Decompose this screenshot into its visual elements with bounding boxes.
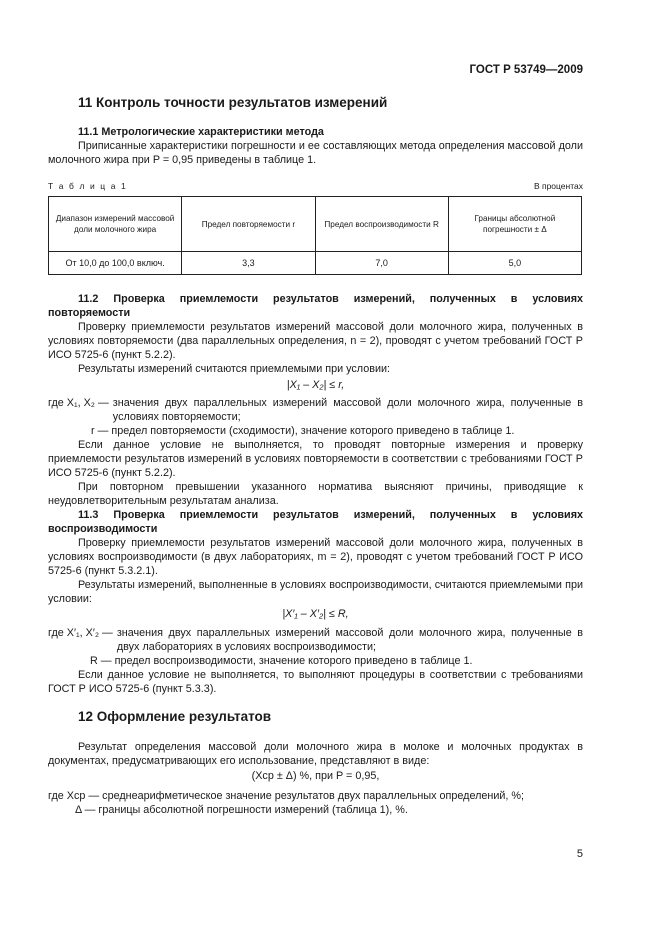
section-11-2-paragraph-3: Если данное условие не выполняется, то проводят повторные измерения и проверку приемлемости результатов измерений в условиях повторяемости в соответствии с требованиями ГОСТ Р ИСО 5725-6 (пункт 5.2.2). <box>48 439 583 480</box>
section-11-3-paragraph-1: Проверку приемлемости результатов измерений массовой доли молочного жира, полученных в условиях воспроизводимости (в двух лабораториях, m = 2), проводят с учетом требований ГОСТ Р ИСО 5725-6 (пункт 5.3.2.1). <box>48 537 583 578</box>
table-cell: 3,3 <box>182 252 315 275</box>
definition-lead: где Xср — <box>48 790 100 802</box>
definition-lead: Δ — <box>75 804 96 816</box>
section-11-2-paragraph-2: Результаты измерений считаются приемлемыми при условии: <box>78 363 391 375</box>
accuracy-table <box>48 196 582 275</box>
definition-lead: R — <box>90 655 112 667</box>
table-cell: От 10,0 до 100,0 включ. <box>49 252 182 275</box>
section-12-title: 12 Оформление результатов <box>78 709 272 724</box>
page-number: 5 <box>576 848 583 860</box>
table-header-cell: Диапазон измерений массовой доли молочного жира <box>49 197 182 252</box>
definition-r <box>91 424 583 438</box>
definition-x1p-x2p <box>48 626 583 654</box>
table-header-cell: Предел воспроизводимости R <box>315 197 448 252</box>
section-11-3-paragraph-2: Результаты измерений, выполненные в условиях воспроизводимости, считаются приемлемыми при условии: <box>48 579 583 606</box>
table-units: В процентах <box>533 181 583 191</box>
definition-text: среднеарифметическое значение результатов двух параллельных определений, %; <box>102 790 525 802</box>
section-11-1-title: 11.1 Метрологические характеристики метода <box>78 126 324 138</box>
definition-text: предел повторяемости (сходимости), значение которого приведено в таблице 1. <box>111 425 515 437</box>
definition-xavg <box>48 789 583 803</box>
section-11-2-title: 11.2 Проверка приемлемости результатов измерений, полученных в условиях повторяемости <box>48 293 583 320</box>
section-11-1-text: Приписанные характеристики погрешности и ее составляющих метода определения массовой доли молочного жира при P = 0,95 приведены в таблице 1. <box>48 140 583 167</box>
table-header-cell: Предел повторяемости r <box>182 197 315 252</box>
section-11-3-title: 11.3 Проверка приемлемости результатов измерений, полученных в условиях воспроизводимости <box>48 509 583 536</box>
definition-lead: r — <box>91 425 109 437</box>
section-12-paragraph-1: Результат определения массовой доли молочного жира в молоке и молочных продуктах в документах, предусматривающих его использование, представляют в виде: <box>48 741 583 768</box>
definition-delta <box>75 803 583 817</box>
section-11-2-paragraph-1: Проверку приемлемости результатов измерений массовой доли молочного жира, полученных в условиях повторяемости (два параллельных определения, n = 2), проводят с учетом требований ГОСТ Р ИСО 5725-6 (пункт 5.2.2). <box>48 321 583 362</box>
table-header-row <box>49 197 582 252</box>
section-11-title: 11 Контроль точности результатов измерений <box>78 95 388 110</box>
table-cell: 5,0 <box>448 252 581 275</box>
definition-x1-x2 <box>48 396 583 424</box>
table-row <box>49 252 582 275</box>
table-header-cell: Границы абсолютной погрешности ± Δ <box>448 197 581 252</box>
table-cell: 7,0 <box>315 252 448 275</box>
table-caption: Т а б л и ц а 1 <box>48 181 128 191</box>
section-11-2-paragraph-4: При повторном превышении указанного норматива выясняют причины, приводящие к неудовлетворительным результатам анализа. <box>48 481 583 508</box>
definition-lead: где X₁, X₂ — <box>48 397 109 409</box>
formula-repeatability: |X₁ – X₂| ≤ r, <box>286 379 345 391</box>
section-11-3-paragraph-3: Если данное условие не выполняется, то выполняют процедуры в соответствии с требованиями ГОСТ Р ИСО 5725-6 (пункт 5.3.3). <box>48 669 583 696</box>
definition-lead: где X′₁, X′₂ — <box>48 627 113 639</box>
definition-text: предел воспроизводимости, значение которого приведено в таблице 1. <box>114 655 473 667</box>
definition-text: значения двух параллельных измерений массовой доли молочного жира, полученные в условиях повторяемости; <box>112 397 583 424</box>
definition-text: границы абсолютной погрешности измерений (таблица 1), %. <box>98 804 408 816</box>
definition-R <box>90 654 583 668</box>
definition-text: значения двух параллельных измерений массовой доли молочного жира, полученные в двух лабораториях в условиях воспроизводимости; <box>116 627 583 654</box>
formula-result: (Xср ± Δ) %, при P = 0,95, <box>251 770 380 782</box>
formula-reproducibility: |X′₁ – X′₂| ≤ R, <box>282 608 349 620</box>
document-code: ГОСТ Р 53749—2009 <box>469 64 583 76</box>
